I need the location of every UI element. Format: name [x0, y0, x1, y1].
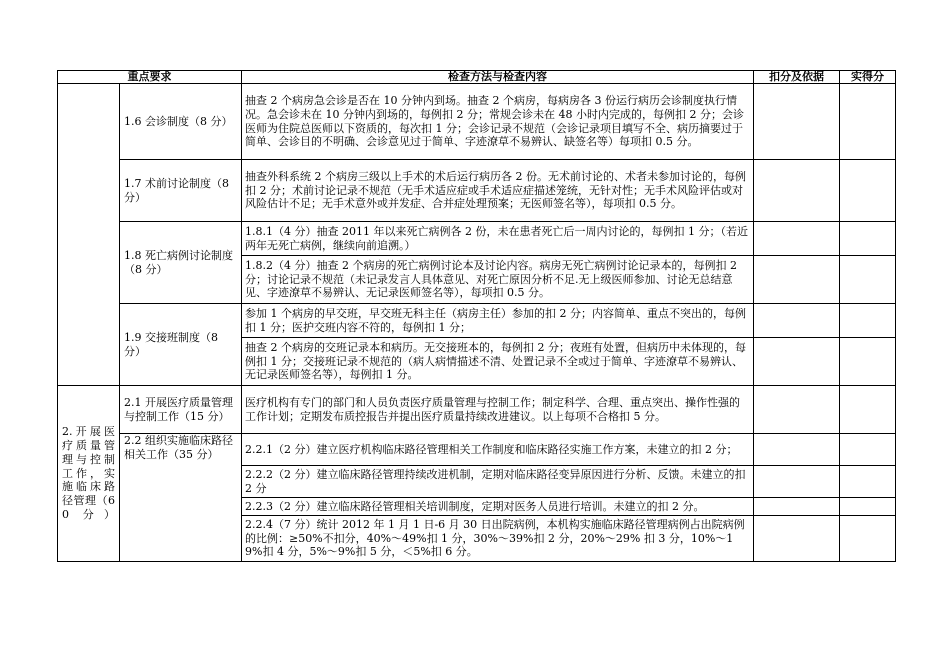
- score-cell[interactable]: [840, 498, 896, 516]
- table-row: [58, 160, 896, 222]
- table-row: [58, 84, 896, 160]
- table-row: [58, 386, 896, 434]
- score-cell[interactable]: [840, 386, 896, 434]
- row-content: 2.2.4（7 分）统计 2012 年 1 月 1 日-6 月 30 日出院病例，本机构实施临床路径管理病例占出院病例的比例：≥50%不扣分，40%～49%扣 1 分，30%～39%扣 2 分，20%～29% 扣 3 分，10%～19%扣 4 分，5%～9%扣 5 分，＜5%扣 6 分。: [242, 516, 754, 562]
- score-cell[interactable]: [840, 338, 896, 386]
- score-cell[interactable]: [840, 160, 896, 222]
- score-cell[interactable]: [840, 256, 896, 304]
- row-content: 抽查外科系统 2 个病房三级以上手术的术后运行病历各 2 份。无术前讨论的、术者未参加讨论的，每例扣 2 分；术前讨论记录不规范（无手术适应症或手术适应症描述笼统，无针对性；无手术风险评估或对风险估计不足；无手术意外或并发症、合并症处理预案；无医师签名等），每项扣 0.5 分。: [242, 160, 754, 222]
- row-content: 2.2.2（2 分）建立临床路径管理持续改进机制，定期对临床路径变异原因进行分析、反馈。未建立的扣 2 分: [242, 466, 754, 498]
- row-content: 1.8.2（4 分）抽查 2 个病房的死亡病例讨论本及讨论内容。病房无死亡病例讨论记录本的，每例扣 2 分；讨论记录不规范（未记录发言人具体意见、对死亡原因分析不足.无上级医师参加、讨论无总结意见、字迹潦草不易辨认、无记录医师签名等），每项扣 0.5 分。: [242, 256, 754, 304]
- deduction-cell[interactable]: [754, 256, 840, 304]
- score-cell[interactable]: [840, 84, 896, 160]
- header-method-content: 检查方法与检查内容: [242, 71, 754, 84]
- score-cell[interactable]: [840, 516, 896, 562]
- table-row: [58, 304, 896, 338]
- score-cell[interactable]: [840, 434, 896, 466]
- section1-cell: [58, 84, 120, 386]
- deduction-cell[interactable]: [754, 304, 840, 338]
- row-content: 1.8.1（4 分）抽查 2011 年以来死亡病例各 2 份，未在患者死亡后一周内讨论的，每例扣 1 分；（若近两年无死亡病例，继续向前追溯。）: [242, 222, 754, 256]
- row-label: 1.6 会诊制度（8 分）: [120, 84, 242, 160]
- inspection-table: [57, 70, 896, 562]
- row-content: 2.2.3（2 分）建立临床路径管理相关培训制度，定期对医务人员进行培训。未建立的扣 2 分。: [242, 498, 754, 516]
- deduction-cell[interactable]: [754, 498, 840, 516]
- deduction-cell[interactable]: [754, 84, 840, 160]
- table-row: [58, 434, 896, 466]
- deduction-cell[interactable]: [754, 160, 840, 222]
- deduction-cell[interactable]: [754, 222, 840, 256]
- header-actual-score: 实得分: [840, 71, 896, 84]
- score-cell[interactable]: [840, 304, 896, 338]
- deduction-cell[interactable]: [754, 386, 840, 434]
- row-label: 1.9 交接班制度（8 分）: [120, 304, 242, 386]
- row-label: 1.7 术前讨论制度（8 分）: [120, 160, 242, 222]
- deduction-cell[interactable]: [754, 338, 840, 386]
- header-key-requirements: 重点要求: [58, 71, 242, 84]
- deduction-cell[interactable]: [754, 466, 840, 498]
- row-content: 参加 1 个病房的早交班，早交班无科主任（病房主任）参加的扣 2 分；内容简单、重点不突出的，每例扣 1 分；医护交班内容不符的，每例扣 1 分；: [242, 304, 754, 338]
- section2-label: 2.开展医疗质量管理与控制工作，实施临床路径管理（60 分）: [58, 386, 120, 562]
- row-content: 抽查 2 个病房急会诊是否在 10 分钟内到场。抽查 2 个病房，每病房各 3 份运行病历会诊制度执行情况。急会诊未在 10 分钟内到场的，每例扣 2 分；常规会诊未在 48 小时内完成的，每例扣 2 分；会诊医师为住院总医师以下资质的，每次扣 1 分；会诊记录不规范（会诊记录项目填写不全、病历摘要过于简单、会诊目的不明确、会诊意见过于简单、字迹潦草不易辨认、缺签名等）每项扣 0.5 分。: [242, 84, 754, 160]
- score-cell[interactable]: [840, 466, 896, 498]
- row-label: 1.8 死亡病例讨论制度（8 分）: [120, 222, 242, 304]
- deduction-cell[interactable]: [754, 434, 840, 466]
- score-cell[interactable]: [840, 222, 896, 256]
- deduction-cell[interactable]: [754, 516, 840, 562]
- row-label: 2.1 开展医疗质量管理与控制工作（15 分）: [120, 386, 242, 434]
- row-content: 2.2.1（2 分）建立医疗机构临床路径管理相关工作制度和临床路径实施工作方案，未建立的扣 2 分；: [242, 434, 754, 466]
- row-content: 抽查 2 个病房的交班记录本和病历。无交接班本的，每例扣 2 分；夜班有处置，但病历中未体现的，每例扣 1 分；交接班记录不规范的（病人病情描述不清、处置记录不全或过于简单、字迹潦草不易辨认、无记录医师签名等），每例扣 1 分。: [242, 338, 754, 386]
- table-row: [58, 222, 896, 256]
- row-label: 2.2 组织实施临床路径相关工作（35 分）: [120, 434, 242, 562]
- header-row: [58, 71, 896, 84]
- header-deduction-basis: 扣分及依据: [754, 71, 840, 84]
- row-content: 医疗机构有专门的部门和人员负责医疗质量管理与控制工作；制定科学、合理、重点突出、操作性强的工作计划；定期发布质控报告并提出医疗质量持续改进建议。以上每项不合格扣 5 分。: [242, 386, 754, 434]
